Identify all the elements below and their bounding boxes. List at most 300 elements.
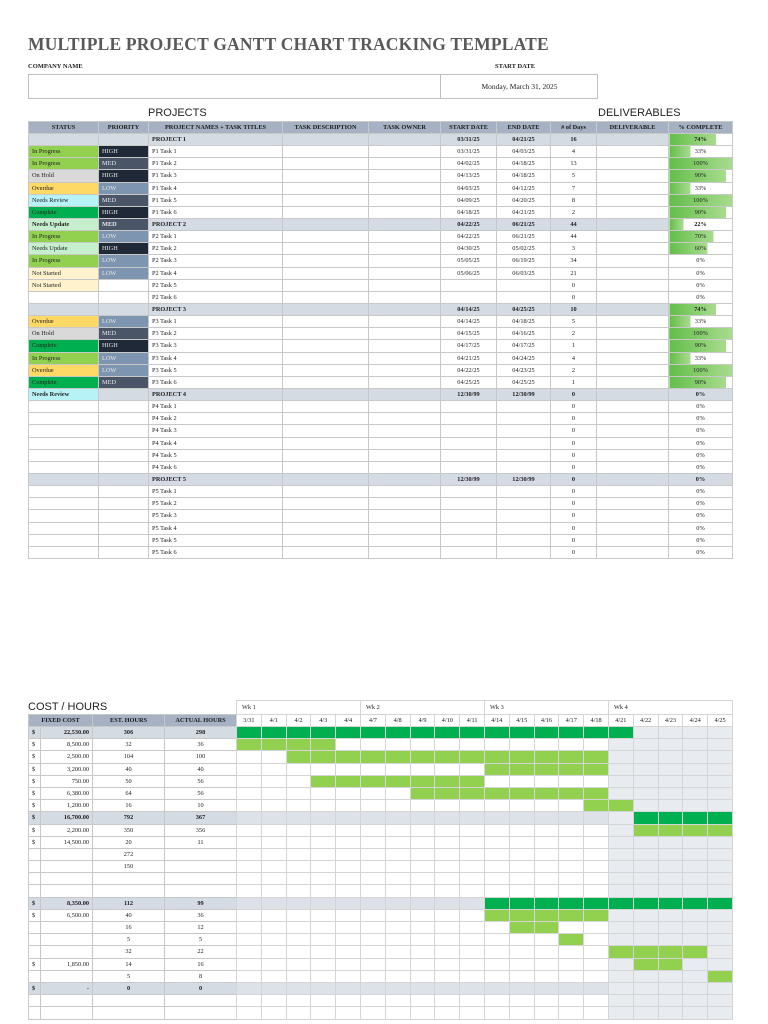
task-owner[interactable] — [369, 328, 441, 340]
end-date[interactable]: 04/25/25 — [497, 303, 551, 315]
priority-cell[interactable] — [99, 401, 149, 413]
end-date[interactable]: 04/12/25 — [497, 182, 551, 194]
actual-hours[interactable]: 56 — [165, 787, 237, 799]
status-cell[interactable] — [29, 291, 99, 303]
status-cell[interactable]: Needs Update — [29, 218, 99, 230]
task-name[interactable]: P3 Task 4 — [149, 352, 283, 364]
status-cell[interactable] — [29, 461, 99, 473]
priority-cell[interactable]: LOW — [99, 352, 149, 364]
est-hours[interactable]: 272 — [93, 848, 165, 860]
deliverable[interactable] — [597, 134, 669, 146]
est-hours[interactable]: 306 — [93, 727, 165, 739]
task-owner[interactable] — [369, 194, 441, 206]
deliverable[interactable] — [597, 328, 669, 340]
est-hours[interactable]: 32 — [93, 739, 165, 751]
end-date[interactable]: 06/19/25 — [497, 255, 551, 267]
status-cell[interactable]: On Hold — [29, 170, 99, 182]
start-date[interactable]: 03/31/25 — [441, 134, 497, 146]
status-cell[interactable] — [29, 473, 99, 485]
status-cell[interactable]: Needs Review — [29, 194, 99, 206]
fixed-cost[interactable]: 14,500.00 — [41, 836, 93, 848]
task-description[interactable] — [283, 473, 369, 485]
priority-cell[interactable]: LOW — [99, 267, 149, 279]
status-cell[interactable]: In Progress — [29, 146, 99, 158]
task-description[interactable] — [283, 303, 369, 315]
actual-hours[interactable]: 100 — [165, 751, 237, 763]
actual-hours[interactable]: 5 — [165, 934, 237, 946]
task-name[interactable]: P4 Task 6 — [149, 461, 283, 473]
fixed-cost[interactable] — [41, 995, 93, 1007]
priority-cell[interactable]: MED — [99, 158, 149, 170]
priority-cell[interactable] — [99, 473, 149, 485]
status-cell[interactable] — [29, 546, 99, 558]
end-date[interactable]: 04/18/25 — [497, 170, 551, 182]
end-date[interactable] — [497, 425, 551, 437]
fixed-cost[interactable] — [41, 934, 93, 946]
priority-cell[interactable]: HIGH — [99, 146, 149, 158]
deliverable[interactable] — [597, 486, 669, 498]
task-name[interactable]: P3 Task 6 — [149, 376, 283, 388]
status-cell[interactable] — [29, 498, 99, 510]
task-name[interactable]: P5 Task 1 — [149, 486, 283, 498]
task-description[interactable] — [283, 255, 369, 267]
status-cell[interactable] — [29, 134, 99, 146]
task-name[interactable]: PROJECT 1 — [149, 134, 283, 146]
task-owner[interactable] — [369, 486, 441, 498]
task-description[interactable] — [283, 146, 369, 158]
deliverable[interactable] — [597, 546, 669, 558]
deliverable[interactable] — [597, 231, 669, 243]
fixed-cost[interactable]: 1,200.00 — [41, 800, 93, 812]
task-owner[interactable] — [369, 401, 441, 413]
est-hours[interactable]: 5 — [93, 934, 165, 946]
deliverable[interactable] — [597, 279, 669, 291]
fixed-cost[interactable]: 2,200.00 — [41, 824, 93, 836]
start-date[interactable] — [441, 510, 497, 522]
status-cell[interactable] — [29, 401, 99, 413]
end-date[interactable] — [497, 546, 551, 558]
deliverable[interactable] — [597, 461, 669, 473]
task-owner[interactable] — [369, 243, 441, 255]
task-owner[interactable] — [369, 449, 441, 461]
actual-hours[interactable]: 56 — [165, 775, 237, 787]
actual-hours[interactable]: 367 — [165, 812, 237, 824]
end-date[interactable] — [497, 279, 551, 291]
end-date[interactable]: 06/03/25 — [497, 267, 551, 279]
task-name[interactable]: P5 Task 4 — [149, 522, 283, 534]
start-date-input[interactable]: Monday, March 31, 2025 — [440, 74, 598, 99]
priority-cell[interactable] — [99, 279, 149, 291]
fixed-cost[interactable] — [41, 861, 93, 873]
priority-cell[interactable]: LOW — [99, 255, 149, 267]
task-description[interactable] — [283, 522, 369, 534]
deliverable[interactable] — [597, 218, 669, 230]
start-date[interactable]: 04/09/25 — [441, 194, 497, 206]
task-owner[interactable] — [369, 376, 441, 388]
start-date[interactable]: 04/14/25 — [441, 303, 497, 315]
priority-cell[interactable]: MED — [99, 194, 149, 206]
task-owner[interactable] — [369, 437, 441, 449]
fixed-cost[interactable]: 750.00 — [41, 775, 93, 787]
fixed-cost[interactable] — [41, 873, 93, 885]
end-date[interactable] — [497, 449, 551, 461]
task-name[interactable]: P1 Task 5 — [149, 194, 283, 206]
end-date[interactable]: 04/21/25 — [497, 134, 551, 146]
task-name[interactable]: P4 Task 3 — [149, 425, 283, 437]
task-owner[interactable] — [369, 340, 441, 352]
end-date[interactable] — [497, 437, 551, 449]
deliverable[interactable] — [597, 146, 669, 158]
end-date[interactable]: 04/23/25 — [497, 364, 551, 376]
priority-cell[interactable]: LOW — [99, 316, 149, 328]
task-description[interactable] — [283, 340, 369, 352]
status-cell[interactable]: Overdue — [29, 182, 99, 194]
deliverable[interactable] — [597, 413, 669, 425]
start-date[interactable] — [441, 534, 497, 546]
start-date[interactable]: 12/30/99 — [441, 388, 497, 400]
actual-hours[interactable]: 12 — [165, 922, 237, 934]
actual-hours[interactable]: 11 — [165, 836, 237, 848]
task-name[interactable]: P5 Task 3 — [149, 510, 283, 522]
task-name[interactable]: P4 Task 2 — [149, 413, 283, 425]
task-name[interactable]: PROJECT 2 — [149, 218, 283, 230]
fixed-cost[interactable]: 3,200.00 — [41, 763, 93, 775]
fixed-cost[interactable]: 6,500.00 — [41, 909, 93, 921]
task-name[interactable]: P4 Task 1 — [149, 401, 283, 413]
task-description[interactable] — [283, 376, 369, 388]
task-owner[interactable] — [369, 218, 441, 230]
task-owner[interactable] — [369, 364, 441, 376]
task-description[interactable] — [283, 206, 369, 218]
task-name[interactable]: P1 Task 1 — [149, 146, 283, 158]
task-name[interactable]: P1 Task 4 — [149, 182, 283, 194]
priority-cell[interactable] — [99, 461, 149, 473]
priority-cell[interactable]: LOW — [99, 182, 149, 194]
start-date[interactable]: 12/30/99 — [441, 473, 497, 485]
start-date[interactable] — [441, 486, 497, 498]
fixed-cost[interactable]: 8,500.00 — [41, 739, 93, 751]
task-description[interactable] — [283, 401, 369, 413]
start-date[interactable] — [441, 291, 497, 303]
task-description[interactable] — [283, 182, 369, 194]
task-description[interactable] — [283, 218, 369, 230]
deliverable[interactable] — [597, 376, 669, 388]
status-cell[interactable] — [29, 425, 99, 437]
task-description[interactable] — [283, 134, 369, 146]
deliverable[interactable] — [597, 267, 669, 279]
task-description[interactable] — [283, 486, 369, 498]
task-name[interactable]: P3 Task 5 — [149, 364, 283, 376]
start-date[interactable]: 04/22/25 — [441, 218, 497, 230]
task-description[interactable] — [283, 243, 369, 255]
end-date[interactable]: 04/16/25 — [497, 328, 551, 340]
actual-hours[interactable]: 40 — [165, 763, 237, 775]
deliverable[interactable] — [597, 425, 669, 437]
end-date[interactable]: 04/21/25 — [497, 206, 551, 218]
task-owner[interactable] — [369, 413, 441, 425]
end-date[interactable]: 04/18/25 — [497, 158, 551, 170]
status-cell[interactable] — [29, 534, 99, 546]
status-cell[interactable]: Needs Update — [29, 243, 99, 255]
deliverable[interactable] — [597, 388, 669, 400]
start-date[interactable]: 04/15/25 — [441, 328, 497, 340]
priority-cell[interactable]: MED — [99, 218, 149, 230]
status-cell[interactable]: Overdue — [29, 364, 99, 376]
status-cell[interactable]: On Hold — [29, 328, 99, 340]
priority-cell[interactable]: MED — [99, 328, 149, 340]
est-hours[interactable]: 40 — [93, 763, 165, 775]
end-date[interactable] — [497, 498, 551, 510]
task-owner[interactable] — [369, 267, 441, 279]
priority-cell[interactable] — [99, 134, 149, 146]
task-owner[interactable] — [369, 388, 441, 400]
actual-hours[interactable] — [165, 848, 237, 860]
task-description[interactable] — [283, 449, 369, 461]
task-name[interactable]: PROJECT 3 — [149, 303, 283, 315]
est-hours[interactable] — [93, 1007, 165, 1019]
priority-cell[interactable] — [99, 449, 149, 461]
task-owner[interactable] — [369, 146, 441, 158]
priority-cell[interactable] — [99, 425, 149, 437]
est-hours[interactable] — [93, 873, 165, 885]
est-hours[interactable]: 40 — [93, 909, 165, 921]
start-date[interactable]: 04/25/25 — [441, 376, 497, 388]
fixed-cost[interactable] — [41, 848, 93, 860]
task-owner[interactable] — [369, 473, 441, 485]
priority-cell[interactable] — [99, 546, 149, 558]
start-date[interactable]: 04/18/25 — [441, 206, 497, 218]
status-cell[interactable] — [29, 303, 99, 315]
start-date[interactable]: 04/13/25 — [441, 170, 497, 182]
priority-cell[interactable] — [99, 291, 149, 303]
status-cell[interactable]: Complete — [29, 206, 99, 218]
start-date[interactable]: 03/31/25 — [441, 146, 497, 158]
status-cell[interactable]: Complete — [29, 376, 99, 388]
priority-cell[interactable]: HIGH — [99, 340, 149, 352]
status-cell[interactable] — [29, 437, 99, 449]
priority-cell[interactable] — [99, 437, 149, 449]
deliverable[interactable] — [597, 340, 669, 352]
end-date[interactable]: 06/21/25 — [497, 231, 551, 243]
actual-hours[interactable]: 22 — [165, 946, 237, 958]
task-owner[interactable] — [369, 158, 441, 170]
deliverable[interactable] — [597, 158, 669, 170]
end-date[interactable]: 05/02/25 — [497, 243, 551, 255]
task-name[interactable]: P2 Task 6 — [149, 291, 283, 303]
start-date[interactable]: 04/02/25 — [441, 158, 497, 170]
task-name[interactable]: P1 Task 3 — [149, 170, 283, 182]
start-date[interactable]: 05/06/25 — [441, 267, 497, 279]
fixed-cost[interactable]: - — [41, 982, 93, 994]
task-owner[interactable] — [369, 291, 441, 303]
task-name[interactable]: P5 Task 5 — [149, 534, 283, 546]
task-name[interactable]: P2 Task 5 — [149, 279, 283, 291]
est-hours[interactable]: 20 — [93, 836, 165, 848]
fixed-cost[interactable] — [41, 946, 93, 958]
end-date[interactable]: 04/20/25 — [497, 194, 551, 206]
status-cell[interactable]: In Progress — [29, 255, 99, 267]
actual-hours[interactable]: 356 — [165, 824, 237, 836]
task-description[interactable] — [283, 279, 369, 291]
deliverable[interactable] — [597, 316, 669, 328]
task-owner[interactable] — [369, 231, 441, 243]
fixed-cost[interactable] — [41, 970, 93, 982]
est-hours[interactable]: 64 — [93, 787, 165, 799]
task-description[interactable] — [283, 413, 369, 425]
est-hours[interactable]: 150 — [93, 861, 165, 873]
est-hours[interactable]: 32 — [93, 946, 165, 958]
status-cell[interactable]: Needs Review — [29, 388, 99, 400]
deliverable[interactable] — [597, 401, 669, 413]
task-owner[interactable] — [369, 206, 441, 218]
deliverable[interactable] — [597, 182, 669, 194]
task-owner[interactable] — [369, 546, 441, 558]
end-date[interactable]: 04/24/25 — [497, 352, 551, 364]
start-date[interactable] — [441, 425, 497, 437]
actual-hours[interactable]: 298 — [165, 727, 237, 739]
start-date[interactable] — [441, 498, 497, 510]
est-hours[interactable]: 16 — [93, 922, 165, 934]
task-name[interactable]: P2 Task 2 — [149, 243, 283, 255]
task-description[interactable] — [283, 231, 369, 243]
actual-hours[interactable] — [165, 1007, 237, 1019]
priority-cell[interactable]: HIGH — [99, 243, 149, 255]
actual-hours[interactable]: 8 — [165, 970, 237, 982]
status-cell[interactable] — [29, 510, 99, 522]
actual-hours[interactable]: 10 — [165, 800, 237, 812]
est-hours[interactable]: 14 — [93, 958, 165, 970]
actual-hours[interactable]: 36 — [165, 739, 237, 751]
end-date[interactable]: 04/18/25 — [497, 316, 551, 328]
task-description[interactable] — [283, 534, 369, 546]
priority-cell[interactable]: HIGH — [99, 206, 149, 218]
start-date[interactable] — [441, 437, 497, 449]
task-owner[interactable] — [369, 316, 441, 328]
actual-hours[interactable]: 0 — [165, 982, 237, 994]
fixed-cost[interactable] — [41, 1007, 93, 1019]
status-cell[interactable]: Not Started — [29, 279, 99, 291]
end-date[interactable]: 04/17/25 — [497, 340, 551, 352]
start-date[interactable]: 04/22/25 — [441, 231, 497, 243]
task-name[interactable]: P2 Task 4 — [149, 267, 283, 279]
status-cell[interactable] — [29, 486, 99, 498]
end-date[interactable] — [497, 413, 551, 425]
est-hours[interactable]: 0 — [93, 982, 165, 994]
status-cell[interactable]: Overdue — [29, 316, 99, 328]
est-hours[interactable]: 104 — [93, 751, 165, 763]
task-name[interactable]: P5 Task 2 — [149, 498, 283, 510]
status-cell[interactable] — [29, 522, 99, 534]
task-owner[interactable] — [369, 522, 441, 534]
start-date[interactable] — [441, 401, 497, 413]
task-owner[interactable] — [369, 182, 441, 194]
task-name[interactable]: P4 Task 4 — [149, 437, 283, 449]
task-name[interactable]: P5 Task 6 — [149, 546, 283, 558]
deliverable[interactable] — [597, 498, 669, 510]
actual-hours[interactable] — [165, 861, 237, 873]
deliverable[interactable] — [597, 449, 669, 461]
end-date[interactable] — [497, 461, 551, 473]
deliverable[interactable] — [597, 522, 669, 534]
task-description[interactable] — [283, 425, 369, 437]
priority-cell[interactable]: LOW — [99, 364, 149, 376]
priority-cell[interactable]: LOW — [99, 231, 149, 243]
task-name[interactable]: P2 Task 3 — [149, 255, 283, 267]
end-date[interactable] — [497, 486, 551, 498]
start-date[interactable] — [441, 461, 497, 473]
deliverable[interactable] — [597, 473, 669, 485]
task-description[interactable] — [283, 352, 369, 364]
actual-hours[interactable]: 36 — [165, 909, 237, 921]
deliverable[interactable] — [597, 303, 669, 315]
deliverable[interactable] — [597, 255, 669, 267]
est-hours[interactable]: 350 — [93, 824, 165, 836]
task-owner[interactable] — [369, 134, 441, 146]
task-description[interactable] — [283, 194, 369, 206]
start-date[interactable] — [441, 413, 497, 425]
priority-cell[interactable] — [99, 498, 149, 510]
fixed-cost[interactable]: 22,530.00 — [41, 727, 93, 739]
actual-hours[interactable]: 16 — [165, 958, 237, 970]
fixed-cost[interactable]: 16,700.00 — [41, 812, 93, 824]
est-hours[interactable]: 16 — [93, 800, 165, 812]
deliverable[interactable] — [597, 206, 669, 218]
est-hours[interactable]: 792 — [93, 812, 165, 824]
task-description[interactable] — [283, 291, 369, 303]
deliverable[interactable] — [597, 352, 669, 364]
actual-hours[interactable] — [165, 885, 237, 897]
deliverable[interactable] — [597, 534, 669, 546]
task-owner[interactable] — [369, 498, 441, 510]
est-hours[interactable] — [93, 995, 165, 1007]
task-owner[interactable] — [369, 303, 441, 315]
start-date[interactable]: 04/21/25 — [441, 352, 497, 364]
task-description[interactable] — [283, 510, 369, 522]
status-cell[interactable]: Not Started — [29, 267, 99, 279]
task-description[interactable] — [283, 437, 369, 449]
priority-cell[interactable] — [99, 388, 149, 400]
task-name[interactable]: P2 Task 1 — [149, 231, 283, 243]
est-hours[interactable]: 50 — [93, 775, 165, 787]
deliverable[interactable] — [597, 194, 669, 206]
task-description[interactable] — [283, 328, 369, 340]
priority-cell[interactable] — [99, 486, 149, 498]
status-cell[interactable]: In Progress — [29, 352, 99, 364]
start-date[interactable] — [441, 522, 497, 534]
task-name[interactable]: P1 Task 6 — [149, 206, 283, 218]
est-hours[interactable]: 112 — [93, 897, 165, 909]
priority-cell[interactable] — [99, 522, 149, 534]
fixed-cost[interactable] — [41, 885, 93, 897]
priority-cell[interactable]: HIGH — [99, 170, 149, 182]
task-description[interactable] — [283, 267, 369, 279]
end-date[interactable]: 04/03/25 — [497, 146, 551, 158]
end-date[interactable] — [497, 522, 551, 534]
task-name[interactable]: P3 Task 1 — [149, 316, 283, 328]
status-cell[interactable] — [29, 413, 99, 425]
deliverable[interactable] — [597, 243, 669, 255]
task-name[interactable]: P3 Task 2 — [149, 328, 283, 340]
task-description[interactable] — [283, 316, 369, 328]
end-date[interactable]: 04/25/25 — [497, 376, 551, 388]
start-date[interactable] — [441, 449, 497, 461]
fixed-cost[interactable]: 8,350.00 — [41, 897, 93, 909]
priority-cell[interactable] — [99, 510, 149, 522]
fixed-cost[interactable]: 1,850.00 — [41, 958, 93, 970]
task-owner[interactable] — [369, 170, 441, 182]
priority-cell[interactable] — [99, 303, 149, 315]
task-owner[interactable] — [369, 534, 441, 546]
